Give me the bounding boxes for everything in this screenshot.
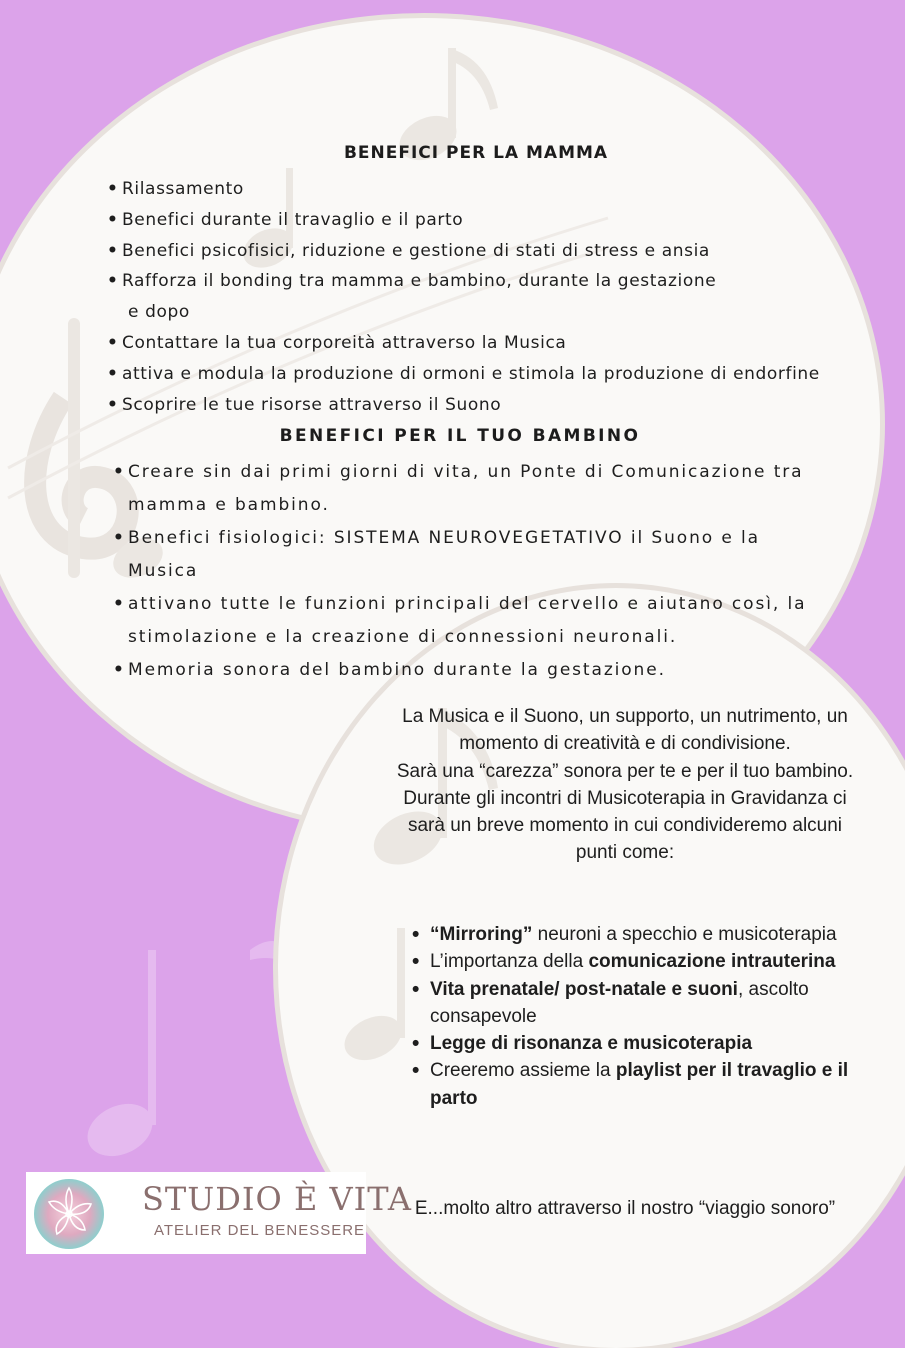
list-item: • Benefici fisiologici: SISTEMA NEUROVEGETATIVO il Suono e la Musica: [128, 522, 828, 588]
list-item: • Benefici durante il travaglio e il parto: [122, 205, 882, 236]
list-item-continuation: e dopo: [128, 302, 190, 323]
studio-logo: [26, 1172, 412, 1254]
baby-benefits-list: [128, 456, 828, 687]
list-item: • Rilassamento: [122, 174, 882, 205]
list-item: • Creeremo assieme la playlist per il travaglio e il parto: [430, 1057, 870, 1112]
list-item: • Vita prenatale/ post-natale e suoni, ascolto consapevole: [430, 976, 870, 1031]
list-item: • Creare sin dai primi giorni di vita, un Ponte di Comunicazione tra mamma e bambino.: [128, 456, 828, 522]
intro-paragraph: La Musica e il Suono, un supporto, un nutrimento, un momento di creatività e di condivisione.: [402, 706, 848, 755]
list-item: • Legge di risonanza e musicoterapia: [430, 1030, 870, 1057]
list-item: • Scoprire le tue risorse attraverso il Suono: [122, 390, 882, 421]
logo-subtitle: ATELIER DEL BENESSERE: [154, 1222, 366, 1239]
list-item: • Benefici psicofisici, riduzione e gestione di stati di stress e ansia: [122, 236, 882, 267]
closing-text: E...molto altro attraverso il nostro “viaggio sonoro”: [414, 1198, 836, 1219]
logo-title: STUDIO È VITA: [142, 1180, 412, 1218]
intro-text: [395, 703, 855, 867]
list-item: [122, 266, 882, 328]
mamma-benefits-title: BENEFICI PER LA MAMMA: [343, 143, 609, 163]
list-item: • attivano tutte le funzioni principali del cervello e aiutano così, la stimolazione e la creazione di connessioni neuronali.: [128, 588, 828, 654]
list-item: • Contattare la tua corporeità attraverso la Musica: [122, 328, 882, 359]
intro-paragraph: Durante gli incontri di Musicoterapia in Gravidanza ci sarà un breve momento in cui condivideremo alcuni punti come:: [403, 787, 847, 864]
list-item-text: Rafforza il bonding tra mamma e bambino, durante la gestazione: [122, 271, 717, 292]
list-item: • “Mirroring” neuroni a specchio e musicoterapia: [430, 921, 870, 948]
mamma-benefits-list: [122, 174, 882, 420]
list-item: • Memoria sonora del bambino durante la gestazione.: [128, 654, 828, 687]
list-item: • L’importanza della comunicazione intrauterina: [430, 948, 870, 975]
flower-logo-icon: [30, 1176, 108, 1252]
baby-benefits-title: BENEFICI PER IL TUO BAMBINO: [279, 426, 641, 446]
intro-paragraph: Sarà una “carezza” sonora per te e per il tuo bambino.: [396, 760, 854, 782]
session-points-list: [430, 921, 870, 1112]
list-item: • attiva e modula la produzione di ormoni e stimola la produzione di endorfine: [122, 359, 882, 390]
